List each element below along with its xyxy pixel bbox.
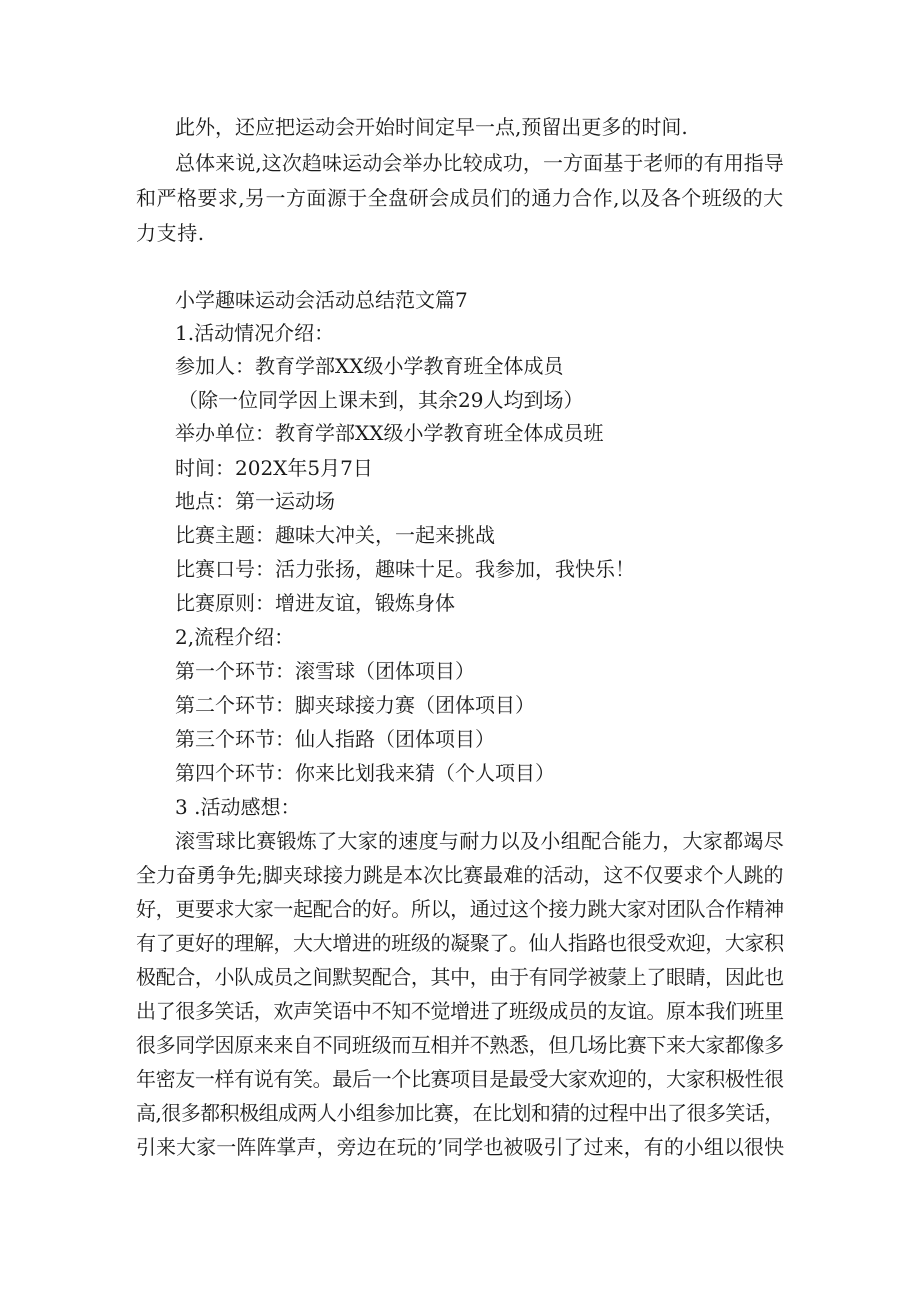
intro-paragraph-1: 此外，还应把运动会开始时间定早一点,预留出更多的时间. (175, 115, 688, 139)
reflection-line: 有了更好的理解，大大增进的班级的凝聚了。仙人指路也很受欢迎，大家积 (136, 931, 784, 955)
reflection-line: 全力奋勇争先;脚夹球接力跳是本次比赛最难的活动，这不仅要求个人跳的 (136, 863, 784, 887)
time-line: 时间：202X年5月7日 (175, 456, 373, 480)
participants-line: 参加人：教育学部XX级小学教育班全体成员 (175, 354, 564, 378)
reflection-line: 高,很多都积极组成两人小组参加比赛，在比划和猜的过程中出了很多笑话， (136, 1101, 784, 1125)
participants-note: （除一位同学因上课未到，其余29人均到场） (178, 388, 584, 412)
reflection-line: 很多同学因原来来自不同班级而互相并不熟悉，但几场比赛下来大家都像多 (136, 1033, 784, 1057)
principle-line: 比赛原则：增进友谊，锻炼身体 (175, 591, 455, 615)
section-3-heading: 3 .活动感想： (175, 795, 301, 819)
organizer-line: 举办单位：教育学部XX级小学教育班全体成员班 (175, 421, 604, 445)
location-line: 地点：第一运动场 (175, 489, 335, 513)
reflection-line: 滚雪球比赛锻炼了大家的速度与耐力以及小组配合能力，大家都竭尽 (175, 829, 784, 853)
reflection-line: 引来大家一阵阵掌声，旁边在玩的’同学也被吸引了过来，有的小组以很快 (136, 1135, 785, 1159)
section-2-heading: 2,流程介绍： (175, 625, 295, 649)
intro-paragraph-2-line-1: 总体来说,这次趋味运动会举办比较成功，一方面基于老师的有用指导 (175, 151, 784, 175)
stage-item: 第一个环节：滚雪球（团体项目） (175, 659, 475, 683)
reflection-line: 好，更要求大家一起配合的好。所以，通过这个接力跳大家对团队合作精神 (136, 897, 784, 921)
slogan-line: 比赛口号：活力张扬，趣味十足。我参加，我快乐！ (175, 557, 635, 581)
reflection-line: 年密友一样有说有笑。最后一个比赛项目是最受大家欢迎的，大家积极性很 (136, 1067, 784, 1091)
reflection-line: 极配合，小队成员之间默契配合，其中，由于有同学被蒙上了眼睛，因此也 (136, 965, 784, 989)
stage-item: 第三个环节：仙人指路（团体项目） (175, 727, 495, 751)
intro-paragraph-2-line-3: 力支持. (136, 221, 205, 245)
reflection-line: 出了很多笑话，欢声笑语中不知不觉增进了班级成员的友谊。原本我们班里 (136, 999, 784, 1023)
stage-item: 第二个环节：脚夹球接力赛（团体项目） (175, 693, 535, 717)
section-1-heading: 1.活动情况介绍： (175, 321, 335, 345)
intro-paragraph-2-line-2: 和严格要求,另一方面源于全盘研会成员们的通力合作,以及各个班级的大 (136, 186, 784, 210)
article-title: 小学趣味运动会活动总结范文篇7 (175, 288, 468, 312)
theme-line: 比赛主题：趣味大冲关，一起来挑战 (175, 523, 495, 547)
stage-item: 第四个环节：你来比划我来猜（个人项目） (175, 761, 555, 785)
